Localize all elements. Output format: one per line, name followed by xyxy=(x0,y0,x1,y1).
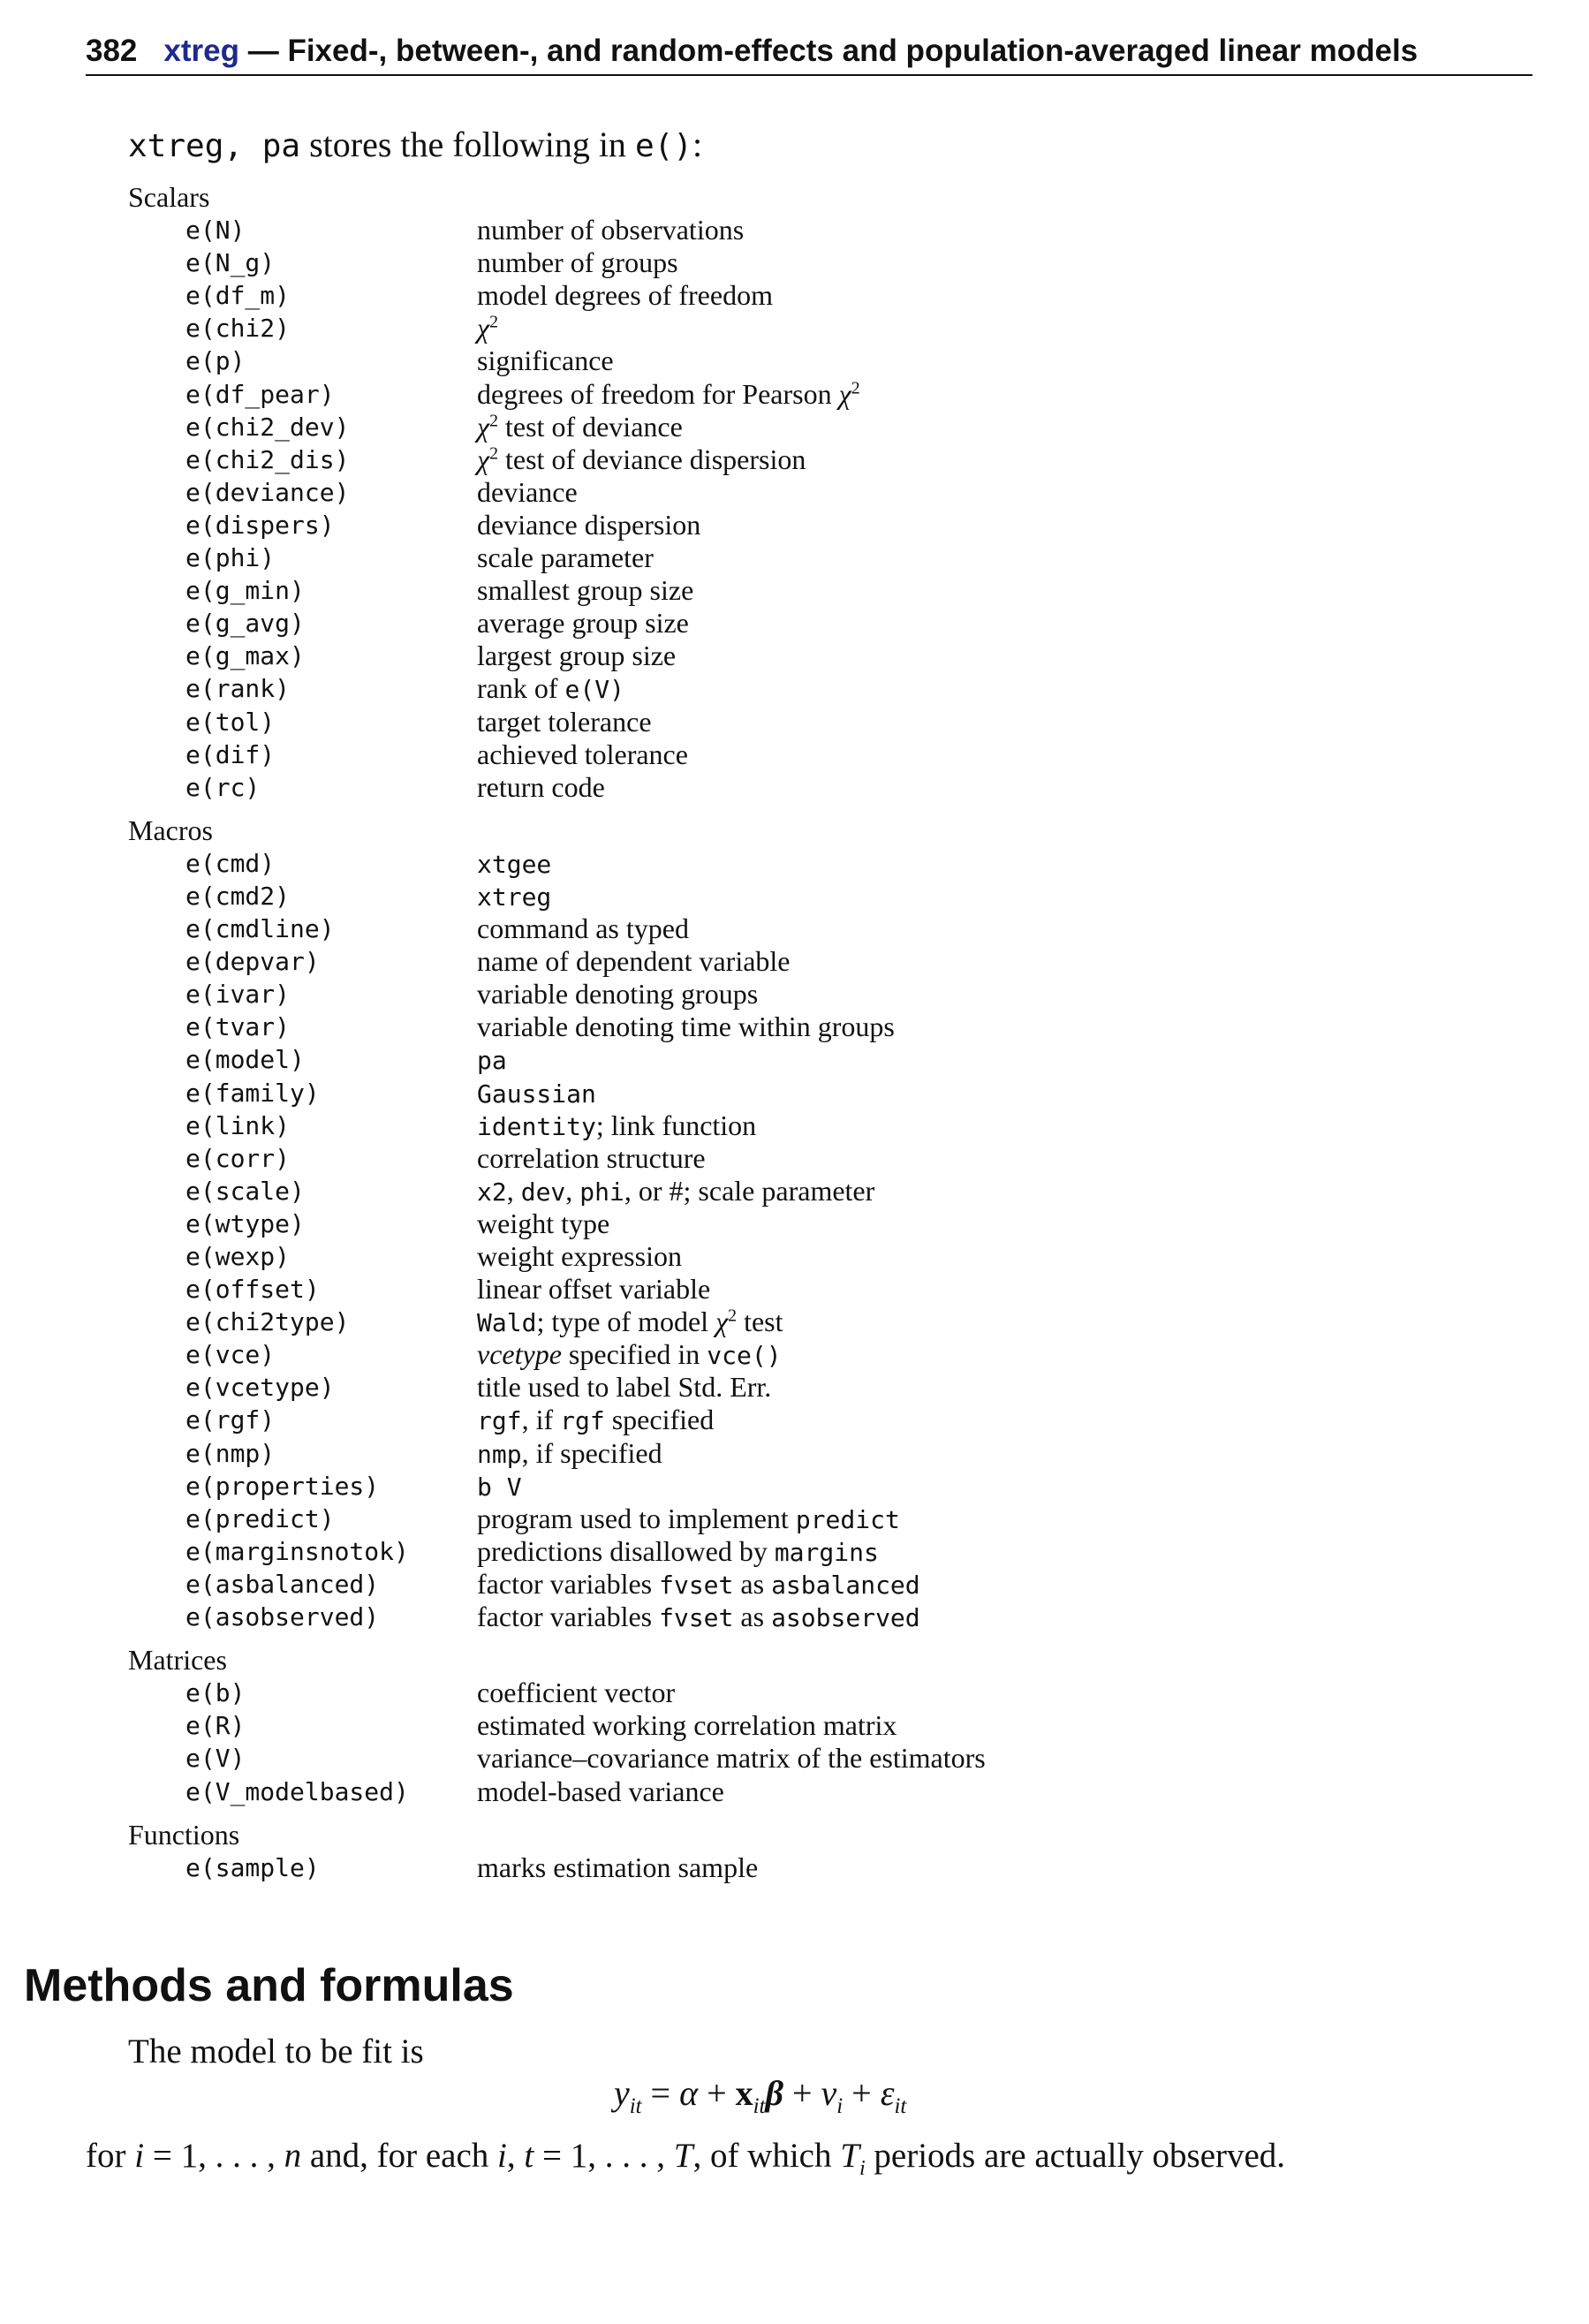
result-desc: $\chi^2$ test of deviance dispersion xyxy=(477,443,806,475)
result-desc: achieved tolerance xyxy=(477,738,688,770)
result-row xyxy=(128,1142,986,1175)
result-row xyxy=(128,1535,986,1568)
result-name: e(asbalanced) xyxy=(185,1569,380,1599)
result-row xyxy=(128,771,986,804)
result-row xyxy=(128,640,986,672)
result-row xyxy=(128,738,986,771)
result-desc: weight type xyxy=(477,1207,610,1239)
result-row xyxy=(128,1240,986,1273)
result-row xyxy=(128,1568,986,1601)
result-row xyxy=(128,1306,986,1338)
result-desc: number of observations xyxy=(477,214,745,246)
result-row xyxy=(128,344,986,377)
result-name: e(scale) xyxy=(185,1176,305,1206)
result-row xyxy=(128,443,986,476)
result-row xyxy=(128,509,986,541)
result-desc: b V xyxy=(477,1472,522,1502)
result-name: e(rank) xyxy=(185,674,291,704)
result-name: e(R) xyxy=(185,1711,246,1741)
intro-colon: : xyxy=(692,125,703,164)
result-name: e(chi2_dis) xyxy=(185,444,350,474)
result-row xyxy=(128,279,986,312)
scalars-section xyxy=(128,181,986,804)
result-name: e(chi2) xyxy=(185,314,291,344)
result-name: e(g_min) xyxy=(185,576,305,606)
result-name: e(df_pear) xyxy=(185,379,335,409)
result-desc: smallest group size xyxy=(477,574,694,607)
result-row xyxy=(128,1601,986,1633)
result-desc: nmp, if specified xyxy=(477,1436,662,1469)
running-header xyxy=(86,34,1532,76)
result-row xyxy=(128,1709,986,1742)
result-name: e(b) xyxy=(185,1678,246,1708)
result-desc: xtgee xyxy=(477,849,552,879)
result-row xyxy=(128,1043,986,1076)
intro-text: stores the following in xyxy=(300,125,635,164)
result-row xyxy=(128,1175,986,1207)
result-name: e(V_modelbased) xyxy=(185,1776,409,1806)
result-row xyxy=(128,945,986,978)
result-row xyxy=(128,847,986,880)
result-desc: target tolerance xyxy=(477,705,652,738)
result-name: e(tol) xyxy=(185,707,276,737)
result-desc: rgf, if rgf specified xyxy=(477,1404,715,1436)
section-title: Macros xyxy=(128,814,213,846)
result-desc: variable denoting groups xyxy=(477,978,759,1011)
result-name: e(df_m) xyxy=(185,281,291,311)
result-desc: largest group size xyxy=(477,640,677,672)
result-name: e(wtype) xyxy=(185,1208,305,1238)
result-name: e(g_avg) xyxy=(185,609,305,639)
header-title: — Fixed-, between-, and random-effects and population-averaged linear models xyxy=(247,34,1419,68)
result-row xyxy=(128,312,986,344)
result-row xyxy=(128,706,986,738)
functions-section xyxy=(128,1819,986,1884)
result-name: e(wexp) xyxy=(185,1242,291,1271)
result-row xyxy=(128,1437,986,1470)
result-row xyxy=(128,1077,986,1109)
result-row xyxy=(128,1742,986,1775)
result-desc: return code xyxy=(477,770,605,803)
result-name: e(cmd) xyxy=(185,848,276,878)
page-number: 382 xyxy=(86,34,138,68)
methods-paragraph: The model to be fit is xyxy=(128,2033,424,2070)
section-title: Scalars xyxy=(128,181,210,213)
result-name: e(marginsnotok) xyxy=(185,1536,409,1566)
result-desc: vcetype specified in vce() xyxy=(477,1338,782,1371)
result-desc: estimated working correlation matrix xyxy=(477,1709,897,1742)
result-desc: factor variables fvset as asbalanced xyxy=(477,1567,920,1600)
result-desc: factor variables fvset as asobserved xyxy=(477,1601,920,1633)
result-name: e(nmp) xyxy=(185,1438,276,1468)
result-name: e(offset) xyxy=(185,1275,320,1305)
result-name: e(model) xyxy=(185,1045,305,1075)
result-desc: command as typed xyxy=(477,912,689,945)
result-name: e(g_max) xyxy=(185,641,305,671)
result-desc: deviance dispersion xyxy=(477,508,701,541)
result-name: e(N) xyxy=(185,216,246,246)
result-name: e(cmdline) xyxy=(185,914,335,944)
result-name: e(rc) xyxy=(185,772,261,802)
result-desc: average group size xyxy=(477,607,689,640)
result-desc: Wald; type of model $\chi^2$ test xyxy=(477,1306,783,1338)
result-row xyxy=(128,1851,986,1884)
result-row xyxy=(128,411,986,443)
result-desc: Gaussian xyxy=(477,1079,596,1109)
result-desc: coefficient vector xyxy=(477,1677,676,1709)
result-desc: linear offset variable xyxy=(477,1273,711,1306)
result-desc: predictions disallowed by margins xyxy=(477,1534,879,1567)
result-row xyxy=(128,1503,986,1535)
result-desc: deviance xyxy=(477,475,578,508)
result-row xyxy=(128,1207,986,1240)
result-name: e(dispers) xyxy=(185,510,335,540)
result-name: e(vce) xyxy=(185,1340,276,1370)
result-desc: identity; link function xyxy=(477,1109,757,1141)
result-desc: name of dependent variable xyxy=(477,945,791,978)
result-row xyxy=(128,1109,986,1142)
result-desc: variable denoting time within groups xyxy=(477,1011,895,1043)
result-row xyxy=(128,1371,986,1404)
result-desc: program used to implement predict xyxy=(477,1502,900,1534)
result-desc: title used to label Std. Err. xyxy=(477,1371,772,1404)
model-equation: $y_{it} = \alpha + x_{it}\beta + \nu_i + \varepsilon_{it}$ xyxy=(614,2073,907,2118)
result-desc: variance–covariance matrix of the estimators xyxy=(477,1742,986,1775)
result-desc: weight expression xyxy=(477,1240,682,1272)
result-desc: significance xyxy=(477,344,614,377)
result-desc: degrees of freedom for Pearson $\chi^2$ xyxy=(477,377,860,410)
result-row xyxy=(128,1775,986,1808)
macros-section xyxy=(128,814,986,1633)
result-row xyxy=(128,607,986,640)
matrices-section xyxy=(128,1644,986,1807)
result-row xyxy=(128,214,986,246)
result-name: e(sample) xyxy=(185,1852,320,1882)
result-name: e(chi2_dev) xyxy=(185,412,350,442)
result-row xyxy=(128,1677,986,1709)
result-row xyxy=(128,246,986,279)
result-name: e(dif) xyxy=(185,739,276,769)
result-name: e(ivar) xyxy=(185,980,291,1010)
result-row xyxy=(128,541,986,574)
intro-ecall: e() xyxy=(634,128,692,164)
result-name: e(cmd2) xyxy=(185,881,291,911)
result-desc: xtreg xyxy=(477,882,552,912)
result-desc: marks estimation sample xyxy=(477,1851,759,1883)
result-row xyxy=(128,1273,986,1306)
result-name: e(rgf) xyxy=(185,1405,276,1435)
result-name: e(chi2type) xyxy=(185,1307,350,1337)
result-row xyxy=(128,978,986,1011)
result-desc: $\chi^2$ xyxy=(477,312,498,344)
result-name: e(tvar) xyxy=(185,1012,291,1042)
section-title: Functions xyxy=(128,1818,240,1851)
result-name: e(deviance) xyxy=(185,477,350,507)
result-row xyxy=(128,1470,986,1503)
result-row xyxy=(128,1404,986,1436)
result-row xyxy=(128,1338,986,1371)
result-desc: scale parameter xyxy=(477,541,654,574)
result-name: e(vcetype) xyxy=(185,1373,335,1403)
result-name: e(properties) xyxy=(185,1471,380,1501)
methods-paragraph: for i = 1, . . . , n and, for each i, t = 1, . . . , T, of which $T_i$ periods are actually observed. xyxy=(86,2137,1286,2180)
result-desc: $\chi^2$ test of deviance xyxy=(477,410,683,443)
intro-command: xtreg, pa xyxy=(128,128,301,164)
result-name: e(predict) xyxy=(185,1503,335,1533)
result-desc: pa xyxy=(477,1046,507,1076)
result-row xyxy=(128,476,986,509)
section-title: Matrices xyxy=(128,1644,227,1677)
result-name: e(family) xyxy=(185,1078,320,1108)
result-desc: rank of e(V) xyxy=(477,672,624,705)
result-desc: correlation structure xyxy=(477,1141,706,1174)
intro-sentence xyxy=(128,124,702,165)
result-desc: model-based variance xyxy=(477,1775,724,1807)
result-desc: x2, dev, phi, or #; scale parameter xyxy=(477,1174,875,1207)
stored-results xyxy=(128,181,986,1884)
result-name: e(p) xyxy=(185,346,246,376)
result-name: e(phi) xyxy=(185,543,276,573)
result-row xyxy=(128,880,986,912)
result-desc: number of groups xyxy=(477,246,678,279)
result-name: e(N_g) xyxy=(185,248,276,278)
result-name: e(corr) xyxy=(185,1143,291,1173)
command-link[interactable]: xtreg xyxy=(163,34,239,68)
result-name: e(V) xyxy=(185,1744,246,1774)
result-row xyxy=(128,378,986,411)
result-row xyxy=(128,1011,986,1043)
result-name: e(link) xyxy=(185,1110,291,1140)
section-heading: Methods and formulas xyxy=(24,1960,514,2011)
result-row xyxy=(128,672,986,705)
result-desc: model degrees of freedom xyxy=(477,279,773,312)
result-name: e(depvar) xyxy=(185,947,320,977)
result-name: e(asobserved) xyxy=(185,1602,380,1632)
result-row xyxy=(128,574,986,607)
result-row xyxy=(128,912,986,945)
